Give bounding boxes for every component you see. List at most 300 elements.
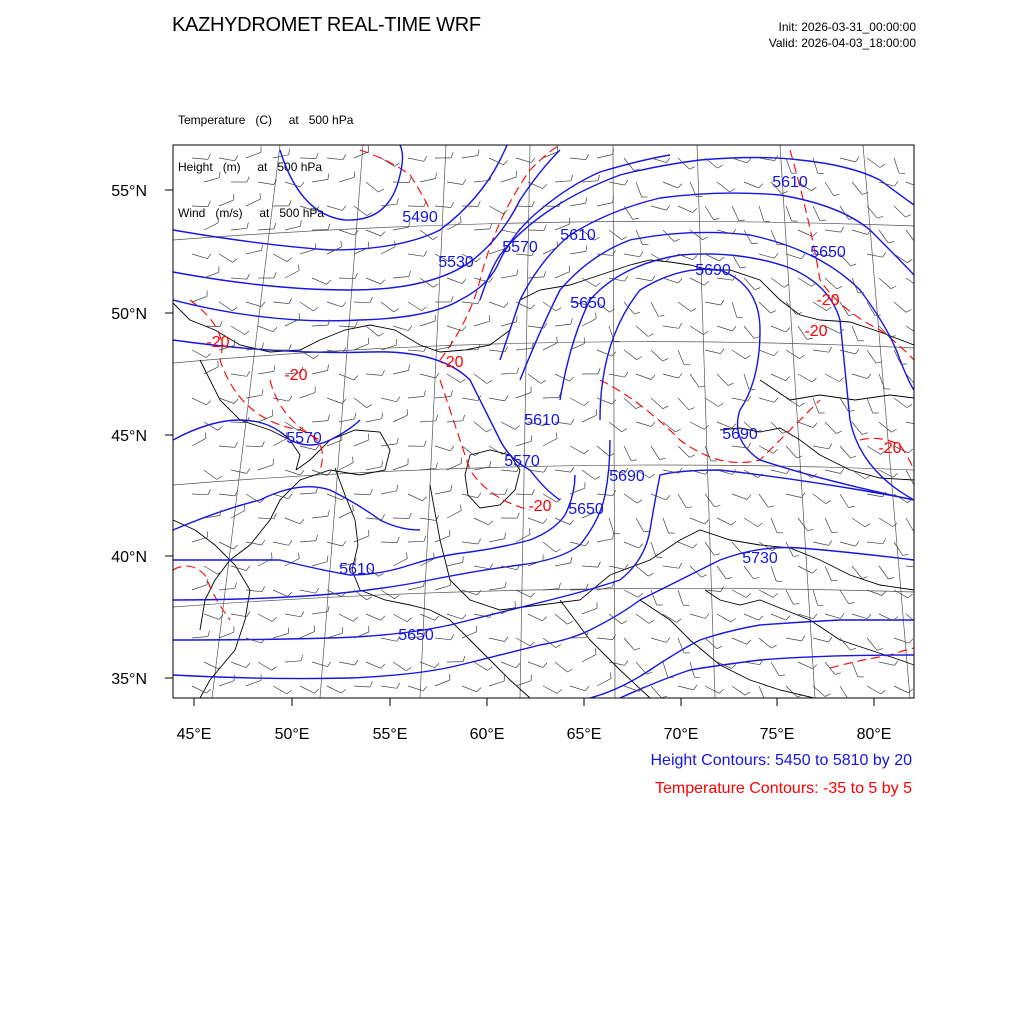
wind-barb — [636, 518, 644, 532]
wind-barb-flag — [327, 662, 331, 667]
wind-barb — [258, 229, 274, 230]
wind-barb — [327, 686, 341, 693]
wind-barb — [678, 494, 686, 508]
wind-barb-flag — [786, 616, 790, 620]
wind-barb — [474, 374, 487, 384]
wind-barb — [435, 680, 450, 686]
wind-barb — [798, 566, 812, 573]
wind-barb — [690, 422, 704, 429]
wind-barb-flag — [478, 150, 479, 156]
wind-barb-flag — [409, 365, 410, 371]
height-label: 5730 — [742, 550, 778, 567]
wind-barb-flag — [313, 307, 318, 311]
wind-barb — [516, 494, 532, 495]
wind-barb-flag — [586, 541, 590, 546]
wind-barb-flag — [208, 201, 210, 207]
wind-barb-flag — [715, 505, 721, 507]
wind-barb — [582, 319, 596, 326]
wind-barb-flag — [273, 327, 277, 331]
wind-barb — [825, 662, 835, 675]
height-label: 5610 — [524, 412, 560, 429]
wind-barb — [813, 446, 829, 449]
wind-barb — [663, 566, 679, 568]
wind-barb-flag — [289, 540, 292, 545]
lat-label: 45°N — [111, 428, 147, 445]
height-label: 5690 — [695, 262, 731, 279]
wind-barb — [636, 566, 648, 576]
wind-barb-flag — [461, 379, 466, 383]
wind-barb — [192, 537, 207, 542]
wind-barb — [732, 542, 742, 554]
wind-barb-flag — [883, 539, 886, 544]
wind-barb-flag — [328, 174, 329, 180]
wind-barb-flag — [906, 215, 912, 218]
wind-barb — [852, 326, 858, 341]
wind-barb — [435, 491, 451, 494]
wind-barb-flag — [487, 380, 492, 383]
wind-barb — [759, 494, 768, 507]
wind-barb-flag — [584, 450, 589, 454]
wind-barb-flag — [758, 523, 763, 527]
wind-barb — [192, 585, 207, 590]
wind-barb-flag — [220, 321, 222, 327]
wind-barb — [408, 541, 424, 542]
wind-barb — [516, 348, 532, 350]
wind-barb — [462, 632, 477, 638]
wind-barb — [786, 302, 796, 314]
wind-barb — [759, 302, 771, 313]
wind-barb — [906, 374, 917, 386]
wind-barb — [354, 440, 369, 446]
wind-barb-flag — [610, 672, 611, 678]
wind-barb — [879, 566, 888, 579]
wind-barb-flag — [300, 470, 304, 475]
wind-barb-flag — [272, 667, 277, 671]
wind-barb — [651, 350, 663, 361]
wind-barb-flag — [717, 646, 722, 649]
wind-barb-flag — [301, 655, 303, 661]
wind-barb-flag — [559, 583, 561, 589]
wind-barb-flag — [648, 573, 653, 576]
wind-barb — [690, 278, 704, 285]
wind-barb-flag — [370, 682, 373, 687]
wind-barb-flag — [921, 663, 925, 668]
wind-barb-flag — [327, 556, 328, 562]
wind-barb — [825, 518, 832, 533]
wind-barb-flag — [247, 468, 250, 473]
wind-barb-flag — [436, 415, 438, 421]
wind-barb — [570, 158, 586, 160]
map-title: KAZHYDROMET REAL-TIME WRF — [172, 14, 481, 36]
wind-barb — [192, 296, 207, 302]
wind-barb — [285, 470, 300, 475]
wind-barb-flag — [478, 539, 481, 544]
wind-barb — [204, 272, 219, 278]
wind-barb-flag — [865, 476, 870, 479]
wind-barb — [813, 350, 829, 352]
wind-barb-flag — [503, 210, 508, 214]
wind-barb — [474, 422, 487, 432]
lon-label: 50°E — [274, 726, 310, 743]
wind-barb — [543, 247, 558, 254]
wind-barb — [408, 396, 424, 398]
wind-barb-flag — [693, 256, 697, 260]
wind-barb — [192, 158, 208, 159]
wind-barb-flag — [299, 553, 300, 559]
wind-barb — [516, 590, 530, 597]
wind-barb-flag — [800, 403, 805, 407]
wind-barb — [381, 542, 397, 543]
wind-barb — [408, 302, 422, 311]
wind-barb — [528, 614, 542, 621]
wind-barb-flag — [450, 580, 451, 586]
wind-barb-flag — [705, 519, 709, 524]
wind-barb — [852, 614, 867, 619]
wind-barb-flag — [747, 640, 751, 644]
wind-barb — [636, 182, 642, 197]
wind-barb-flag — [771, 311, 777, 314]
wind-barb — [867, 398, 873, 413]
wind-barb-flag — [625, 372, 628, 377]
height-label: 5650 — [570, 295, 606, 312]
wind-barb-flag — [693, 544, 697, 548]
wind-barb — [300, 590, 316, 593]
wind-barb-flag — [406, 667, 411, 671]
wind-barb-flag — [793, 556, 799, 557]
wind-barb-flag — [732, 326, 736, 331]
wind-barb-flag — [274, 513, 276, 519]
wind-barb — [300, 158, 316, 159]
wind-barb-flag — [774, 253, 778, 258]
wind-barb-flag — [856, 541, 860, 546]
temperature-label: -20 — [440, 354, 464, 371]
wind-barb — [393, 559, 407, 566]
wind-barb-flag — [808, 529, 814, 531]
wind-barb — [366, 662, 381, 668]
wind-barb — [609, 326, 614, 341]
wind-barb-flag — [515, 425, 520, 429]
wind-barb-flag — [463, 415, 465, 421]
wind-barb — [516, 681, 531, 686]
wind-barb — [867, 542, 883, 544]
wind-barb-flag — [829, 347, 832, 352]
wind-barb — [840, 158, 856, 162]
wind-barb — [609, 662, 625, 665]
wind-barb — [273, 302, 289, 304]
wind-barb-flag — [721, 586, 724, 591]
wind-barb — [786, 494, 802, 498]
lat-tick-labels — [111, 183, 147, 688]
wind-barb-flag — [341, 241, 342, 247]
wind-barb-flag — [666, 638, 670, 643]
wind-barb — [204, 470, 217, 480]
lon-tick-labels — [177, 726, 892, 743]
wind-barb — [192, 494, 208, 495]
wind-barb-flag — [262, 540, 265, 545]
wind-barb-flag — [596, 313, 597, 319]
wind-barb — [300, 493, 316, 494]
wind-barb — [204, 178, 219, 182]
wind-barb — [354, 302, 370, 303]
wind-barb-flag — [423, 497, 427, 501]
wind-barb — [732, 158, 747, 163]
wind-barb-flag — [543, 184, 547, 188]
wind-barb — [840, 590, 849, 604]
wind-barb-flag — [208, 631, 210, 637]
wind-barb — [759, 590, 773, 597]
wind-barb-flag — [851, 264, 857, 266]
wind-barb — [732, 494, 747, 499]
wind-barb — [759, 254, 774, 258]
wind-barb — [231, 278, 247, 279]
wind-barb-flag — [721, 300, 724, 305]
wind-barb — [273, 634, 288, 639]
wind-barb-flag — [721, 349, 724, 354]
wind-barb-flag — [841, 227, 844, 232]
wind-barb — [786, 446, 797, 458]
wind-barb — [894, 686, 908, 693]
wind-barb — [624, 542, 639, 548]
wind-barb — [408, 254, 424, 256]
wind-barb — [771, 278, 784, 287]
wind-barb-flag — [234, 399, 238, 404]
wind-barb — [435, 446, 450, 451]
wind-barb — [381, 302, 394, 312]
wind-barb — [744, 278, 755, 290]
wind-barb-flag — [639, 544, 643, 548]
wind-barb — [204, 326, 220, 327]
wind-barb — [435, 536, 450, 542]
wind-barb-flag — [651, 422, 655, 427]
wind-barb — [489, 638, 505, 642]
wind-barb-flag — [894, 181, 898, 186]
wind-barb-flag — [274, 223, 276, 229]
wind-barb-flag — [748, 396, 751, 401]
wind-barb — [354, 494, 370, 495]
wind-barb — [327, 206, 342, 210]
wind-barb — [231, 614, 247, 617]
wind-barb-flag — [586, 154, 589, 159]
wind-barb — [570, 446, 584, 454]
wind-barb — [327, 158, 343, 160]
wind-barb-flag — [759, 616, 763, 620]
wind-barb — [231, 662, 246, 668]
wind-barb-flag — [901, 364, 907, 365]
wind-barb — [678, 446, 689, 457]
wind-barb — [798, 230, 813, 237]
temperature-label: -20 — [284, 367, 308, 384]
lon-label: 65°E — [566, 726, 602, 743]
wind-barb-flag — [382, 514, 385, 519]
wind-barb — [327, 542, 343, 546]
wind-barb — [678, 542, 693, 548]
wind-barb-flag — [649, 620, 654, 623]
wind-barb-flag — [478, 298, 481, 303]
wind-barb-flag — [381, 280, 385, 284]
wind-barb — [219, 302, 232, 311]
wind-barb-flag — [771, 645, 776, 648]
wind-barb-flag — [433, 237, 438, 240]
wind-barb-flag — [367, 597, 372, 600]
wind-barb — [744, 566, 754, 579]
wind-barb-flag — [530, 642, 535, 646]
wind-barb — [906, 278, 919, 287]
wind-barb-flag — [637, 357, 642, 360]
wind-barb-flag — [701, 575, 707, 578]
wind-barb-flag — [888, 578, 894, 580]
wind-barb-flag — [919, 284, 924, 287]
wind-barb-flag — [488, 667, 493, 671]
wind-barb — [435, 585, 450, 590]
lat-label: 35°N — [111, 671, 147, 688]
wind-barb — [219, 446, 235, 447]
wind-barb-flag — [719, 257, 723, 261]
wind-barb — [312, 662, 327, 667]
wind-barb — [381, 247, 395, 254]
wind-barb-flag — [382, 461, 383, 467]
wind-barb — [501, 322, 517, 326]
wind-barb-flag — [689, 455, 695, 457]
wind-barb-flag — [289, 344, 291, 350]
wind-barb — [717, 374, 728, 386]
wind-barb-flag — [571, 557, 572, 563]
wind-barb-flag — [867, 374, 871, 379]
lat-label: 50°N — [111, 306, 147, 323]
wind-barb — [420, 662, 435, 668]
wind-barb-flag — [813, 423, 817, 428]
wind-barb — [555, 614, 567, 624]
wind-barb-flag — [288, 592, 292, 596]
wind-barb — [339, 463, 353, 470]
wind-barb-flag — [813, 614, 817, 619]
wind-barb-flag — [382, 413, 383, 419]
wind-barb — [813, 590, 818, 605]
wind-barb — [624, 398, 636, 409]
wind-barb — [393, 662, 406, 671]
wind-barb-flag — [394, 309, 399, 312]
wind-barb-flag — [208, 154, 211, 159]
wind-barb — [732, 350, 745, 359]
temperature-contour-labels — [206, 292, 901, 515]
wind-barb — [300, 686, 314, 693]
wind-barb — [852, 470, 865, 479]
wind-barb — [771, 374, 786, 381]
wind-barb-flag — [378, 573, 383, 576]
wind-barb-flag — [848, 699, 854, 700]
wind-barb-flag — [355, 660, 358, 665]
height-label: 5610 — [339, 561, 375, 578]
wind-barb — [813, 206, 820, 221]
wind-barb-flag — [289, 298, 292, 303]
wind-barb — [366, 518, 382, 520]
wind-barb — [246, 395, 262, 398]
wind-barb — [636, 422, 651, 427]
wind-barb-flag — [829, 444, 832, 449]
wind-barb-flag — [802, 636, 805, 641]
wind-barb-flag — [786, 328, 790, 332]
wind-barb — [582, 181, 598, 182]
wind-barb — [894, 542, 903, 555]
wind-barb-flag — [328, 365, 329, 371]
wind-barb-flag — [906, 310, 911, 313]
wind-barb — [879, 662, 895, 665]
wind-barb — [489, 539, 505, 542]
height-label: 5490 — [402, 209, 438, 226]
wind-barb — [462, 156, 478, 159]
wind-barb-flag — [818, 605, 824, 606]
wind-barb — [273, 590, 288, 596]
wind-barb-flag — [504, 161, 508, 165]
wind-barb — [651, 446, 660, 460]
wind-barb-flag — [731, 521, 736, 525]
wind-barb-flag — [746, 593, 751, 597]
height-label: 5650 — [568, 501, 604, 518]
wind-barb-flag — [451, 202, 454, 207]
wind-barb-flag — [531, 158, 535, 163]
wind-barb — [597, 446, 609, 456]
wind-barb — [798, 374, 812, 382]
wind-barb — [312, 612, 328, 614]
wind-barb-flag — [759, 184, 763, 188]
wind-barb — [636, 614, 649, 623]
wind-barb — [204, 566, 218, 574]
wind-barb — [582, 566, 598, 567]
wind-barb-flag — [919, 331, 924, 335]
wind-barb — [852, 374, 867, 379]
wind-barb — [300, 393, 315, 398]
wind-barb — [246, 302, 261, 307]
wind-barb — [690, 518, 705, 524]
wind-barb-flag — [543, 519, 547, 524]
wind-barb — [516, 638, 530, 646]
wind-barb — [825, 470, 841, 474]
wind-barb-flag — [895, 660, 898, 665]
wind-barb-flag — [571, 467, 574, 472]
wind-barb-flag — [462, 615, 466, 620]
wind-barb-flag — [436, 173, 437, 179]
wind-barb-flag — [235, 156, 238, 161]
wind-barb — [597, 678, 611, 686]
wind-barb — [501, 230, 517, 233]
wind-barb — [744, 182, 759, 188]
wind-barb — [570, 488, 585, 494]
wind-barb — [285, 661, 301, 662]
wind-barb-flag — [327, 471, 331, 476]
wind-barb-flag — [436, 463, 438, 469]
wind-barb — [300, 302, 313, 311]
wind-barb — [705, 494, 715, 507]
wind-barb-flag — [490, 223, 492, 229]
wind-barb-flag — [381, 232, 385, 236]
wind-barb-flag — [460, 217, 461, 223]
wind-barb — [366, 614, 381, 620]
wind-barb-flag — [704, 331, 709, 335]
wind-barb-flag — [218, 665, 222, 669]
wind-barb — [474, 229, 490, 230]
wind-barb-flag — [922, 563, 925, 568]
wind-barb — [609, 518, 614, 533]
wind-barb — [690, 566, 701, 577]
wind-barb — [192, 438, 206, 446]
wind-barb — [798, 470, 812, 478]
wind-barb-flag — [246, 663, 250, 668]
wind-barb-flag — [699, 386, 705, 387]
wind-barb-flag — [622, 429, 627, 432]
lon-label: 60°E — [469, 726, 505, 743]
wind-barb-flag — [463, 656, 465, 662]
wind-barb — [705, 254, 719, 261]
wind-barb — [813, 494, 826, 504]
